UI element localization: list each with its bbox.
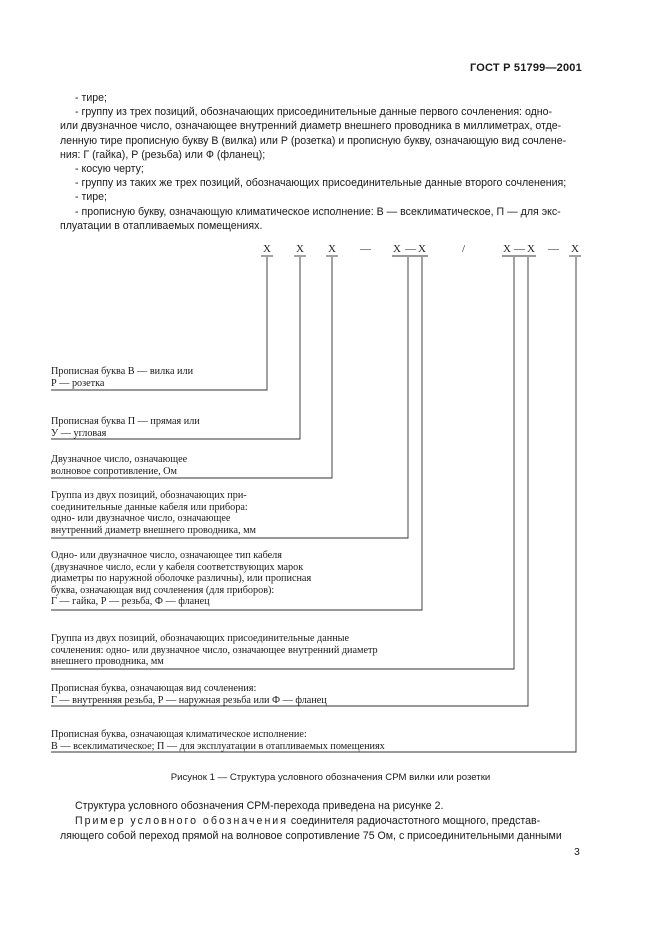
code-slash: /: [462, 243, 466, 255]
caption-5: Одно- или двузначное число, означающее тип кабеля (двузначное число, если у кабеля соответствующих марок диаметры по наружной оболочке различны), или прописная буква, означающая вид сочленения (для приборов): Г — гайка, Р — резьба, Ф — фланец: [51, 550, 312, 608]
caption-6: Группа из двух позиций, обозначающих присоединительные данные сочленения: одно- или двузначное число, означающее внутренний диаметр внешнего проводника, мм: [51, 633, 378, 668]
body-line-3: ляющего собой переход прямой на волновое сопротивление 75 Ом, с присоединительными данными: [60, 830, 562, 842]
caption-4: Группа из двух позиций, обозначающих при- соединительные данные кабеля или прибора: одно- или двузначное число, означающее внутренний диаметр внешнего проводника, мм: [51, 490, 256, 536]
list-item: - тире;: [75, 92, 107, 104]
code-x5: X: [418, 243, 426, 255]
caption-3: Двузначное число, означающее волновое сопротивление, Ом: [51, 454, 188, 477]
caption-2: Прописная буква П — прямая или У — угловая: [51, 416, 200, 439]
code-x8: X: [571, 243, 579, 255]
caption-7: Прописная буква, означающая вид сочленения: Г — внутренняя резьба, Р — наружная резьба или Ф — фланец: [51, 683, 327, 706]
list-item-continued: или двузначное число, означающее внутренний диаметр внешнего проводника в миллиметрах, отде-: [60, 120, 562, 133]
body-text: [60, 799, 584, 844]
caption-8: Прописная буква, означающая климатическое исполнение: В — всеклиматическое; П — для эксплуатации в отапливаемых помещениях: [51, 729, 385, 752]
list-item: - группу из таких же трех позиций, обозначающих присоединительные данные второго сочленения;: [75, 177, 567, 190]
caption-1: Прописная буква В — вилка или Р — розетка: [51, 366, 194, 389]
list-item: - прописную букву, означающую климатическое исполнение: В — всеклиматическое, П — для экс-: [75, 205, 561, 218]
list-item: - группу из трех позиций, обозначающих присоединительные данные первого сочленения: одно-: [75, 106, 553, 119]
figure-caption: Рисунок 1 — Структура условного обозначения СРМ вилки или розетки: [170, 772, 491, 783]
list-item-continued: плуатации в отапливаемых помещениях.: [60, 219, 263, 232]
body-line-1: Структура условного обозначения СРМ-перехода приведена на рисунке 2.: [75, 800, 444, 812]
leader-2: [51, 257, 300, 439]
code-x2: X: [296, 243, 304, 255]
list-item-continued: ленную тире прописную букву В (вилка) или Р (розетка) и прописную букву, означающую вид сочлене-: [60, 134, 567, 147]
list-item: - косую черту;: [75, 163, 144, 176]
code-dash2: —: [405, 243, 416, 255]
list-item-continued: ния: Г (гайка), Р (резьба) или Ф (фланец);: [60, 148, 266, 161]
code-dash3: —: [514, 243, 525, 255]
example-label: Пример условного обозначения: [75, 815, 288, 827]
body-line-2: Пример условного обозначения соединителя радиочастотного мощного, представ-: [75, 815, 541, 827]
page-number: 3: [574, 846, 580, 858]
code-x4: X: [393, 243, 401, 255]
list-item: - тире;: [75, 191, 107, 204]
code-x6: X: [503, 243, 511, 255]
code-x1: X: [263, 243, 271, 255]
document-header: ГОСТ Р 51799—2001: [470, 62, 582, 74]
code-dash1: —: [360, 243, 371, 255]
code-x3: X: [328, 243, 336, 255]
code-dash4: —: [548, 243, 559, 255]
code-x7: X: [527, 243, 535, 255]
